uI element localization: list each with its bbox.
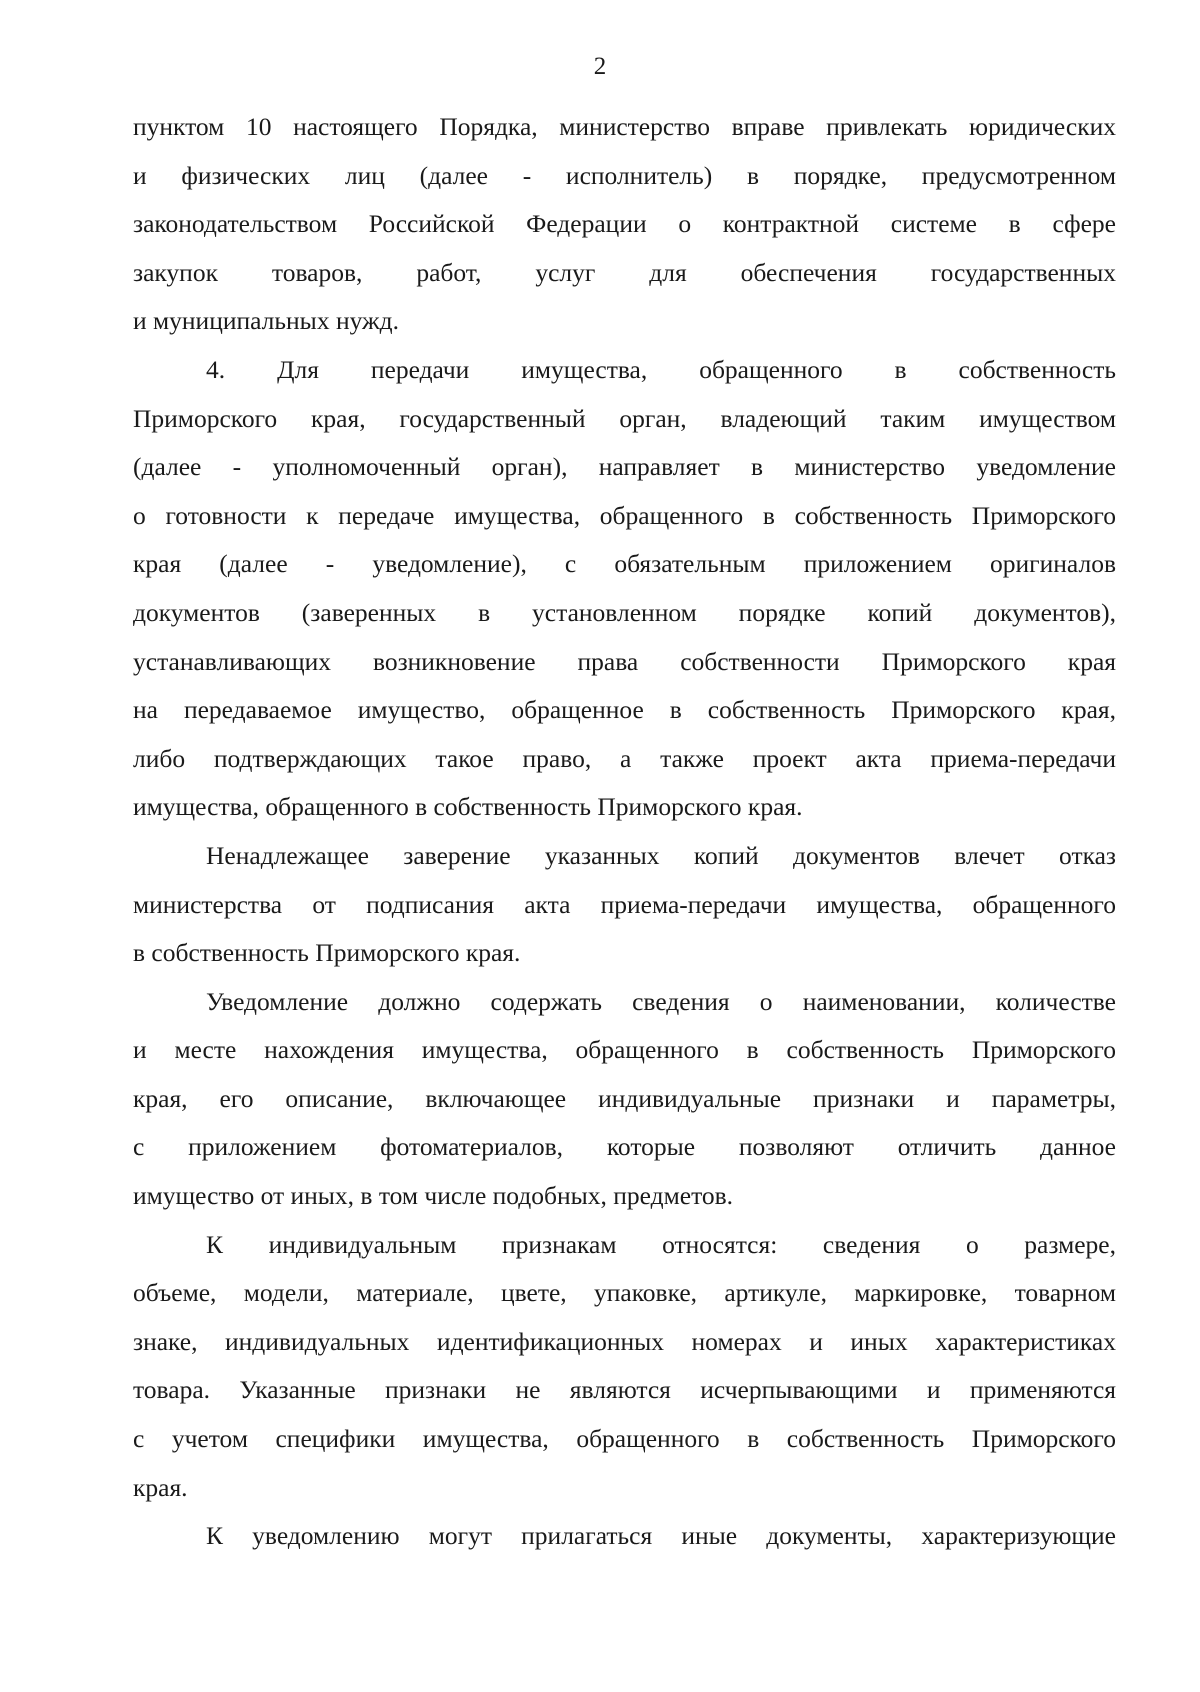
document-body	[133, 103, 1116, 1561]
paragraph	[133, 978, 1116, 1221]
text-line: К уведомлению могут прилагаться иные документы, характеризующие	[206, 1521, 1116, 1551]
text-line: на передаваемое имущество, обращенное в собственность Приморского края,	[133, 695, 1116, 725]
text-line: 4. Для передачи имущества, обращенного в собственность	[206, 354, 1116, 384]
text-line: и месте нахождения имущества, обращенного в собственность Приморского	[133, 1035, 1116, 1065]
text-line: знаке, индивидуальных идентификационных номерах и иных характеристиках	[133, 1326, 1116, 1356]
page-number: 2	[593, 53, 607, 80]
text-line: края, его описание, включающее индивидуальные признаки и параметры,	[133, 1083, 1116, 1113]
text-line: товара. Указанные признаки не являются исчерпывающими и применяются	[133, 1375, 1116, 1405]
text-line: документов (заверенных в установленном порядке копий документов),	[133, 597, 1116, 627]
text-line: о готовности к передаче имущества, обращенного в собственность Приморского	[133, 500, 1116, 530]
text-line: законодательством Российской Федерации о контрактной системе в сфере	[133, 209, 1116, 239]
text-line: с учетом специфики имущества, обращенного в собственность Приморского	[133, 1424, 1116, 1454]
paragraph	[133, 1512, 1116, 1561]
text-line: Уведомление должно содержать сведения о наименовании, количестве	[206, 986, 1116, 1016]
text-line: в собственность Приморского края.	[133, 938, 521, 968]
paragraph	[133, 346, 1116, 832]
text-line: имущества, обращенного в собственность Приморского края.	[133, 792, 803, 822]
text-line: объеме, модели, материале, цвете, упаковке, артикуле, маркировке, товарном	[133, 1278, 1116, 1308]
paragraph	[133, 1221, 1116, 1513]
text-line: края.	[133, 1472, 188, 1502]
text-line: и физических лиц (далее - исполнитель) в порядке, предусмотренном	[133, 160, 1116, 190]
text-line: либо подтверждающих такое право, а также проект акта приема-передачи	[133, 743, 1116, 773]
text-line: закупок товаров, работ, услуг для обеспечения государственных	[133, 257, 1116, 287]
text-line: и муниципальных нужд.	[133, 306, 399, 336]
text-line: Ненадлежащее заверение указанных копий документов влечет отказ	[206, 840, 1116, 870]
text-line: имущество от иных, в том числе подобных, предметов.	[133, 1181, 734, 1211]
text-line: с приложением фотоматериалов, которые позволяют отличить данное	[133, 1132, 1116, 1162]
text-line: пунктом 10 настоящего Порядка, министерство вправе привлекать юридических	[133, 112, 1116, 141]
paragraph	[133, 103, 1116, 346]
text-line: К индивидуальным признакам относятся: сведения о размере,	[206, 1229, 1116, 1259]
text-line: министерства от подписания акта приема-передачи имущества, обращенного	[133, 889, 1116, 919]
text-line: (далее - уполномоченный орган), направляет в министерство уведомление	[133, 452, 1116, 482]
text-line: Приморского края, государственный орган, владеющий таким имуществом	[133, 403, 1116, 433]
text-line: устанавливающих возникновение права собственности Приморского края	[133, 646, 1116, 676]
text-line: края (далее - уведомление), с обязательным приложением оригиналов	[133, 549, 1116, 579]
paragraph	[133, 832, 1116, 978]
